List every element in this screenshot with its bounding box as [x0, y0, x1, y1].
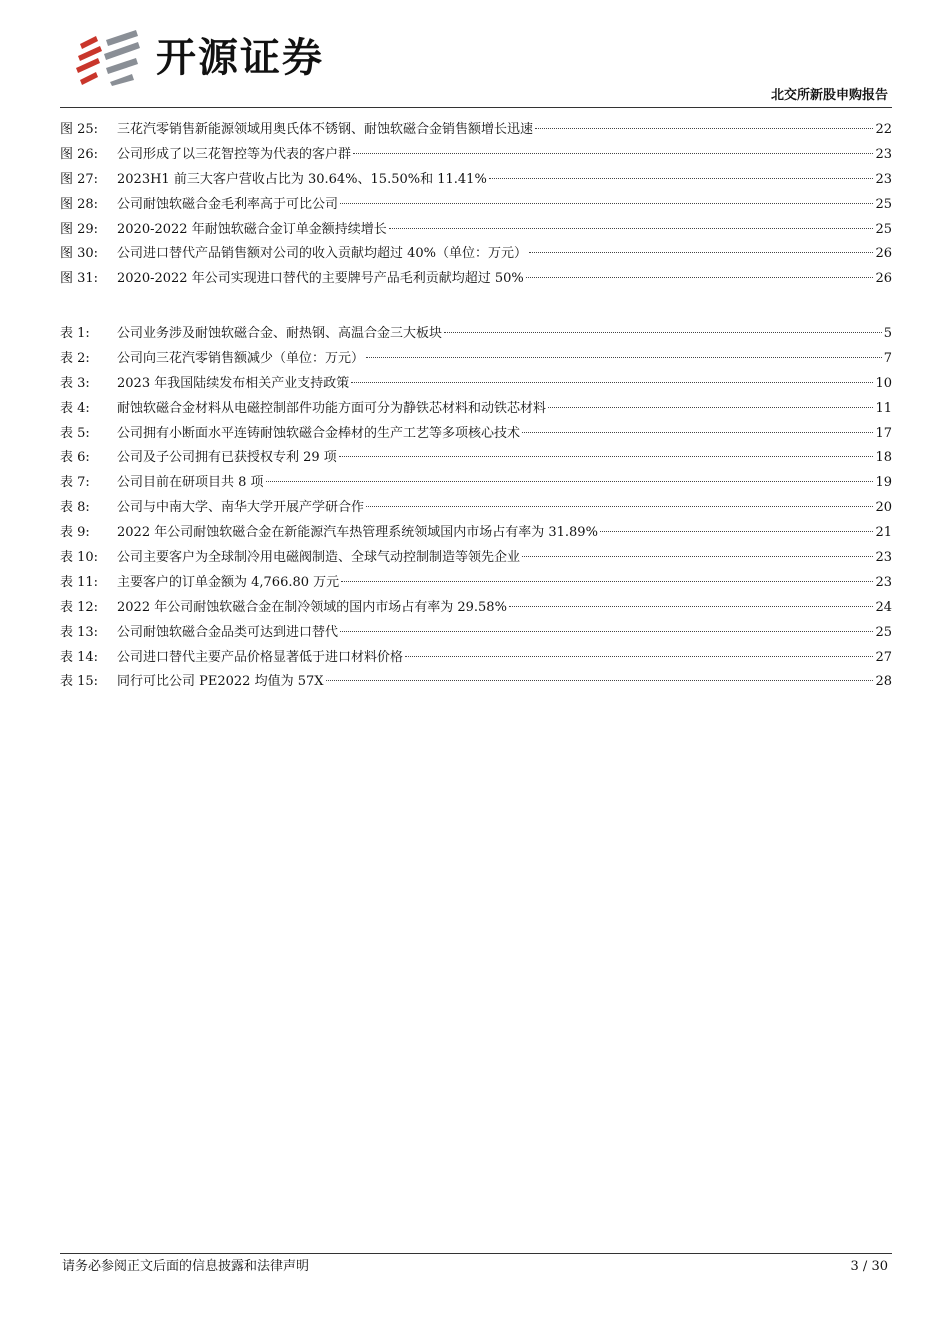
toc-entry-label: 图 30:	[60, 246, 99, 262]
toc-entry-title: 2020-2022 年耐蚀软磁合金订单金额持续增长	[117, 221, 387, 237]
footer-disclaimer: 请务必参阅正文后面的信息披露和法律声明	[62, 1259, 310, 1274]
toc-entry-label: 图 27:	[60, 171, 99, 187]
toc-entry-label: 图 31:	[60, 271, 99, 287]
toc-dot-leader	[366, 357, 882, 358]
table-entry[interactable]	[60, 670, 892, 695]
toc-dot-leader	[326, 680, 874, 681]
company-logo	[76, 28, 376, 88]
toc-dot-leader	[522, 432, 873, 433]
toc-entry-label: 图 29:	[60, 221, 99, 237]
toc-entry-page: 23	[875, 171, 892, 187]
toc-entry-page: 22	[875, 122, 892, 137]
toc-entry-title: 2022 年公司耐蚀软磁合金在制冷领域的国内市场占有率为 29.58%	[117, 599, 507, 615]
toc-entry-page: 25	[875, 624, 892, 640]
toc-entry-label: 表 8:	[60, 500, 90, 516]
toc-entry-label: 表 14:	[60, 649, 99, 665]
toc-entry-page: 19	[875, 475, 892, 491]
toc-entry-page: 26	[875, 271, 892, 287]
toc-entry-label: 表 13:	[60, 624, 99, 640]
toc-entry-title: 公司拥有小断面水平连铸耐蚀软磁合金棒材的生产工艺等多项核心技术	[117, 425, 521, 441]
toc-entry-label: 表 6:	[60, 450, 90, 466]
toc-entry-title: 公司目前在研项目共 8 项	[117, 475, 264, 491]
table-entry[interactable]	[60, 621, 892, 646]
toc-entry-title: 2023 年我国陆续发布相关产业支持政策	[117, 375, 350, 391]
toc-entry-title: 公司及子公司拥有已获授权专利 29 项	[117, 450, 337, 466]
table-entry[interactable]	[60, 446, 892, 471]
toc-dot-leader	[548, 407, 873, 408]
table-entry[interactable]	[60, 596, 892, 621]
toc-dot-leader	[351, 382, 873, 383]
table-entry[interactable]	[60, 372, 892, 397]
table-entry[interactable]	[60, 471, 892, 496]
toc-entry-label: 表 15:	[60, 674, 99, 690]
toc-entry-page: 7	[883, 350, 892, 366]
toc-dot-leader	[522, 556, 873, 557]
toc-dot-leader	[489, 178, 874, 179]
toc-entry-label: 图 25:	[60, 122, 99, 137]
toc-dot-leader	[340, 631, 873, 632]
toc-entry-page: 18	[875, 450, 892, 466]
table-entry[interactable]	[60, 496, 892, 521]
toc-entry-page: 23	[875, 550, 892, 566]
toc-entry-page: 21	[875, 525, 892, 541]
toc-entry-page: 28	[875, 674, 892, 690]
toc-dot-leader	[535, 128, 873, 129]
figure-entry[interactable]	[60, 267, 892, 292]
table-entry[interactable]	[60, 646, 892, 671]
toc-dot-leader	[339, 456, 874, 457]
toc-entry-page: 23	[875, 146, 892, 162]
toc-entry-title: 公司耐蚀软磁合金毛利率高于可比公司	[117, 196, 339, 212]
toc-entry-page: 5	[883, 326, 892, 341]
table-entry[interactable]	[60, 422, 892, 447]
toc-entry-title: 公司与中南大学、南华大学开展产学研合作	[117, 500, 365, 516]
toc-entry-title: 2020-2022 年公司实现进口替代的主要牌号产品毛利贡献均超过 50%	[117, 271, 524, 287]
brand-name: 开源证券	[156, 35, 324, 81]
toc-entry-page: 11	[875, 400, 892, 416]
toc-entry-label: 图 26:	[60, 146, 99, 162]
toc-entry-title: 同行可比公司 PE2022 均值为 57X	[117, 674, 324, 690]
toc-entry-title: 耐蚀软磁合金材料从电磁控制部件功能方面可分为静铁芯材料和动铁芯材料	[117, 400, 547, 416]
toc-entry-title: 公司进口替代主要产品价格显著低于进口材料价格	[117, 649, 404, 665]
toc-entry-page: 23	[875, 574, 892, 590]
table-entry[interactable]	[60, 397, 892, 422]
toc-entry-label: 表 1:	[60, 326, 90, 341]
toc-entry-title: 公司业务涉及耐蚀软磁合金、耐热钢、高温合金三大板块	[117, 326, 443, 341]
toc-entry-label: 表 2:	[60, 350, 90, 366]
toc-entry-label: 表 10:	[60, 550, 99, 566]
toc-dot-leader	[341, 581, 873, 582]
toc-entry-title: 2022 年公司耐蚀软磁合金在新能源汽车热管理系统领域国内市场占有率为 31.89%	[117, 525, 598, 541]
toc-entry-title: 三花汽零销售新能源领域用奥氏体不锈钢、耐蚀软磁合金销售额增长迅速	[117, 122, 534, 137]
toc-entry-label: 表 11:	[60, 574, 99, 590]
toc-entry-page: 26	[875, 246, 892, 262]
logo-mark-icon	[76, 30, 142, 86]
toc-dot-leader	[389, 228, 874, 229]
toc-dot-leader	[509, 606, 874, 607]
toc-dot-leader	[405, 656, 873, 657]
toc-entry-label: 表 3:	[60, 375, 90, 391]
toc-entry-page: 25	[875, 196, 892, 212]
table-entry[interactable]	[60, 521, 892, 546]
figure-list	[60, 118, 892, 292]
toc-dot-leader	[266, 481, 874, 482]
toc-entry-label: 表 7:	[60, 475, 90, 491]
toc-entry-title: 公司进口替代产品销售额对公司的收入贡献均超过 40%（单位：万元）	[117, 246, 528, 262]
toc-dot-leader	[340, 203, 873, 204]
footer-divider	[60, 1253, 892, 1254]
toc-entry-title: 公司形成了以三花智控等为代表的客户群	[117, 146, 352, 162]
header-divider	[60, 107, 892, 108]
toc-entry-label: 表 9:	[60, 525, 90, 541]
toc-entry-title: 公司主要客户为全球制冷用电磁阀制造、全球气动控制制造等领先企业	[117, 550, 521, 566]
toc-entry-page: 27	[875, 649, 892, 665]
toc-entry-page: 24	[875, 599, 892, 615]
toc-entry-title: 公司向三花汽零销售额减少（单位：万元）	[117, 350, 365, 366]
toc-entry-title: 公司耐蚀软磁合金品类可达到进口替代	[117, 624, 339, 640]
table-entry[interactable]	[60, 571, 892, 596]
toc-entry-title: 主要客户的订单金额为 4,766.80 万元	[117, 574, 340, 590]
table-entry[interactable]	[60, 322, 892, 347]
table-list	[60, 322, 892, 695]
toc-entry-page: 25	[875, 221, 892, 237]
figure-entry[interactable]	[60, 193, 892, 218]
figure-entry[interactable]	[60, 143, 892, 168]
toc-dot-leader	[444, 332, 882, 333]
toc-entry-title: 2023H1 前三大客户营收占比为 30.64%、15.50%和 11.41%	[117, 171, 487, 187]
toc-dot-leader	[600, 531, 874, 532]
toc-entry-label: 表 4:	[60, 400, 90, 416]
toc-entry-label: 表 12:	[60, 599, 99, 615]
figure-entry[interactable]	[60, 242, 892, 267]
toc-dot-leader	[366, 506, 873, 507]
toc-entry-page: 20	[875, 500, 892, 516]
report-type: 北交所新股申购报告	[770, 88, 888, 103]
table-entry[interactable]	[60, 347, 892, 372]
page-indicator: 3 / 30	[850, 1259, 888, 1274]
figure-entry[interactable]	[60, 168, 892, 193]
page-header	[0, 0, 950, 110]
toc-dot-leader	[353, 153, 873, 154]
table-entry[interactable]	[60, 546, 892, 571]
toc-entry-label: 表 5:	[60, 425, 90, 441]
toc-dot-leader	[529, 252, 873, 253]
toc-entry-label: 图 28:	[60, 196, 99, 212]
figure-entry[interactable]	[60, 218, 892, 243]
figure-entry[interactable]	[60, 118, 892, 143]
toc-entry-page: 10	[875, 375, 892, 391]
toc-dot-leader	[526, 277, 874, 278]
toc-entry-page: 17	[875, 425, 892, 441]
